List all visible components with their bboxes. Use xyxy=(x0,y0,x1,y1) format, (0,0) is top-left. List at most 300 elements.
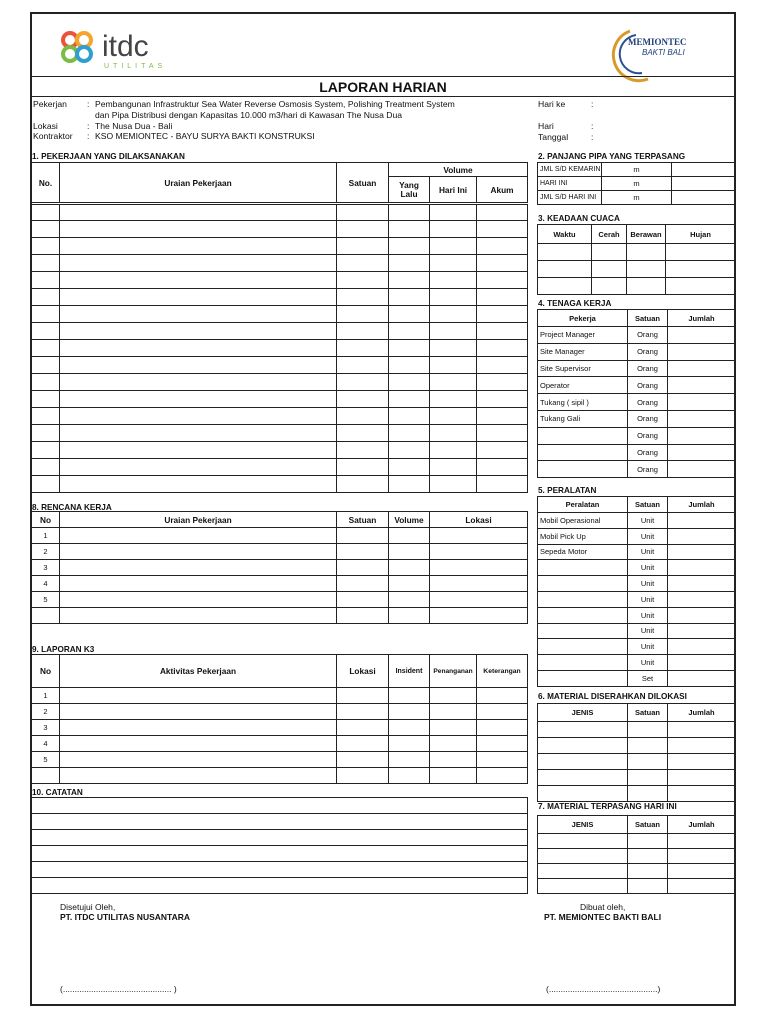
material-diserahkan-cell xyxy=(628,770,668,786)
peralatan-name xyxy=(538,655,628,671)
laporan-k3-cell xyxy=(430,736,477,752)
s7-col-satuan: Satuan xyxy=(628,816,668,834)
pekerjaan-cell xyxy=(430,476,477,493)
pekerjaan-cell xyxy=(337,442,389,459)
panjang-pipa-label: JML S/D HARI INI xyxy=(538,191,602,205)
panjang-pipa-row xyxy=(538,177,736,191)
peralatan-jumlah xyxy=(668,513,736,529)
s4-col-satuan: Satuan xyxy=(628,310,668,327)
catatan-table xyxy=(31,797,528,894)
tenaga-kerja-unit: Orang xyxy=(628,444,668,461)
s7-col-jenis: JENIS xyxy=(538,816,628,834)
material-diserahkan-cell xyxy=(628,738,668,754)
panjang-pipa-unit: m xyxy=(602,177,672,191)
s9-col-aktivitas: Aktivitas Pekerjaan xyxy=(60,655,337,688)
catatan-row xyxy=(32,830,528,846)
rencana-kerja-cell xyxy=(337,544,389,560)
section6-title: 6. MATERIAL DISERAHKAN DILOKASI xyxy=(538,692,687,701)
peralatan-unit: Unit xyxy=(628,544,668,560)
s8-col-volume: Volume xyxy=(389,512,430,528)
pekerjaan-cell xyxy=(32,221,60,238)
rencana-kerja-cell xyxy=(430,560,528,576)
pekerjaan-cell xyxy=(389,221,430,238)
material-diserahkan-cell xyxy=(628,754,668,770)
laporan-k3-no: 1 xyxy=(32,688,60,704)
pekerjaan-cell xyxy=(477,306,528,323)
pekerjaan-cell xyxy=(477,289,528,306)
laporan-k3-cell xyxy=(430,768,477,784)
rencana-kerja-cell xyxy=(389,528,430,544)
laporan-k3-cell xyxy=(477,736,528,752)
section8-title: 8. RENCANA KERJA xyxy=(32,503,112,512)
pekerjaan-cell xyxy=(477,323,528,340)
cuaca-cell xyxy=(592,261,627,278)
pekerjaan-row xyxy=(32,357,528,374)
material-terpasang-cell xyxy=(668,834,736,849)
tenaga-kerja-jumlah xyxy=(668,327,736,344)
laporan-k3-cell xyxy=(477,752,528,768)
tenaga-kerja-row xyxy=(538,427,736,444)
material-diserahkan-cell xyxy=(538,786,628,802)
rencana-kerja-table xyxy=(31,511,528,624)
tenaga-kerja-name xyxy=(538,444,628,461)
s1-col-yang-lalu: Yang Lalu xyxy=(389,177,430,204)
pekerjaan-cell xyxy=(430,221,477,238)
pekerjaan-cell xyxy=(477,204,528,221)
laporan-k3-cell xyxy=(60,720,337,736)
material-terpasang-cell xyxy=(538,879,628,894)
pekerjaan-cell xyxy=(430,323,477,340)
rencana-kerja-cell xyxy=(60,528,337,544)
itdc-logo xyxy=(58,28,188,74)
pekerjaan-cell xyxy=(32,255,60,272)
pekerjaan-cell xyxy=(60,425,337,442)
panjang-pipa-value xyxy=(672,191,736,205)
catatan-cell xyxy=(32,830,528,846)
laporan-k3-cell xyxy=(389,736,430,752)
peralatan-jumlah xyxy=(668,670,736,686)
rencana-kerja-cell xyxy=(60,592,337,608)
catatan-row xyxy=(32,814,528,830)
peralatan-name xyxy=(538,591,628,607)
material-diserahkan-cell xyxy=(538,738,628,754)
peralatan-unit: Unit xyxy=(628,623,668,639)
pekerjaan-cell xyxy=(477,374,528,391)
peralatan-jumlah xyxy=(668,591,736,607)
pekerjaan-cell xyxy=(337,391,389,408)
pekerjaan-cell xyxy=(477,357,528,374)
material-terpasang-cell xyxy=(538,834,628,849)
pekerjaan-row xyxy=(32,238,528,255)
pekerjaan-label: Pekerjan xyxy=(33,99,67,109)
s1-col-hari-ini: Hari Ini xyxy=(430,177,477,204)
laporan-k3-row xyxy=(32,752,528,768)
s4-col-pekerja: Pekerja xyxy=(538,310,628,327)
pekerjaan-row xyxy=(32,204,528,221)
laporan-k3-cell xyxy=(430,752,477,768)
pekerjaan-cell xyxy=(60,323,337,340)
material-diserahkan-table xyxy=(537,703,736,802)
peralatan-row xyxy=(538,513,736,529)
tenaga-kerja-jumlah xyxy=(668,360,736,377)
s3-col-waktu: Waktu xyxy=(538,225,592,244)
keadaan-cuaca-table xyxy=(537,224,736,295)
pekerjaan-cell xyxy=(32,306,60,323)
kontraktor-colon: : xyxy=(87,131,90,141)
rencana-kerja-cell xyxy=(60,576,337,592)
pekerjaan-cell xyxy=(337,238,389,255)
catatan-cell xyxy=(32,798,528,814)
tenaga-kerja-row xyxy=(538,461,736,478)
rencana-kerja-cell xyxy=(337,560,389,576)
pekerjaan-cell xyxy=(477,425,528,442)
pekerjaan-cell xyxy=(32,476,60,493)
pekerjaan-cell xyxy=(430,289,477,306)
material-diserahkan-cell xyxy=(668,738,736,754)
laporan-k3-no: 5 xyxy=(32,752,60,768)
pekerjaan-cell xyxy=(60,374,337,391)
cuaca-row xyxy=(538,278,736,295)
peralatan-unit: Unit xyxy=(628,576,668,592)
pekerjaan-cell xyxy=(389,340,430,357)
kontraktor-label: Kontraktor xyxy=(33,131,73,141)
pekerjaan-cell xyxy=(430,340,477,357)
s9-col-penanganan: Penanganan xyxy=(430,655,477,688)
s8-col-uraian: Uraian Pekerjaan xyxy=(60,512,337,528)
catatan-row xyxy=(32,878,528,894)
pekerjaan-cell xyxy=(32,238,60,255)
s9-col-insident: Insident xyxy=(389,655,430,688)
pekerjaan-cell xyxy=(337,476,389,493)
hari-ke-label: Hari ke xyxy=(538,99,566,109)
cuaca-cell xyxy=(666,261,736,278)
pekerjaan-cell xyxy=(430,255,477,272)
material-terpasang-cell xyxy=(668,879,736,894)
rencana-kerja-row xyxy=(32,576,528,592)
panjang-pipa-unit: m xyxy=(602,163,672,177)
peralatan-unit: Unit xyxy=(628,591,668,607)
laporan-k3-row xyxy=(32,736,528,752)
pekerjaan-cell xyxy=(337,374,389,391)
pekerjaan-cell xyxy=(430,425,477,442)
pekerjaan-cell xyxy=(389,391,430,408)
laporan-k3-no xyxy=(32,768,60,784)
pekerjaan-cell xyxy=(389,357,430,374)
pekerjaan-row xyxy=(32,306,528,323)
tenaga-kerja-table xyxy=(537,309,736,478)
peralatan-jumlah xyxy=(668,544,736,560)
pekerjaan-cell xyxy=(430,306,477,323)
s4-col-jumlah: Jumlah xyxy=(668,310,736,327)
material-diserahkan-cell xyxy=(538,770,628,786)
material-terpasang-cell xyxy=(628,864,668,879)
pekerjaan-cell xyxy=(337,459,389,476)
laporan-k3-row xyxy=(32,720,528,736)
pekerjaan-cell xyxy=(32,323,60,340)
lokasi-label: Lokasi xyxy=(33,121,58,131)
tenaga-kerja-name xyxy=(538,461,628,478)
pekerjaan-cell xyxy=(32,442,60,459)
peralatan-jumlah xyxy=(668,655,736,671)
peralatan-row xyxy=(538,560,736,576)
material-terpasang-cell xyxy=(628,834,668,849)
laporan-k3-cell xyxy=(337,688,389,704)
pekerjaan-colon: : xyxy=(87,99,90,109)
s1-col-akum: Akum xyxy=(477,177,528,204)
peralatan-unit: Unit xyxy=(628,607,668,623)
cuaca-cell xyxy=(666,244,736,261)
pekerjaan-cell xyxy=(60,255,337,272)
pekerjaan-cell xyxy=(60,357,337,374)
laporan-k3-cell xyxy=(477,688,528,704)
s3-col-berawan: Berawan xyxy=(627,225,666,244)
pekerjaan-cell xyxy=(477,459,528,476)
laporan-k3-cell xyxy=(60,704,337,720)
laporan-k3-cell xyxy=(60,752,337,768)
s8-col-lokasi: Lokasi xyxy=(430,512,528,528)
itdc-logo-name: itdc xyxy=(102,30,149,63)
catatan-row xyxy=(32,862,528,878)
pekerjaan-cell xyxy=(389,425,430,442)
pekerjaan-cell xyxy=(60,306,337,323)
pekerjaan-cell xyxy=(60,221,337,238)
laporan-k3-cell xyxy=(389,688,430,704)
laporan-k3-cell xyxy=(430,720,477,736)
tanggal-colon: : xyxy=(591,132,594,142)
section7-title: 7. MATERIAL TERPASANG HARI INI xyxy=(538,802,677,811)
catatan-row xyxy=(32,846,528,862)
tenaga-kerja-name: Operator xyxy=(538,377,628,394)
peralatan-name xyxy=(538,639,628,655)
rencana-kerja-no: 4 xyxy=(32,576,60,592)
itdc-logo-mark xyxy=(58,28,188,74)
s6-col-jenis: JENIS xyxy=(538,704,628,722)
peralatan-unit: Unit xyxy=(628,513,668,529)
peralatan-unit: Unit xyxy=(628,528,668,544)
tenaga-kerja-jumlah xyxy=(668,444,736,461)
section10-title: 10. CATATAN xyxy=(32,788,83,797)
rencana-kerja-no: 5 xyxy=(32,592,60,608)
rencana-kerja-cell xyxy=(430,528,528,544)
pekerjaan-cell xyxy=(337,425,389,442)
memiontec-logo-line2: BAKTI BALI xyxy=(642,48,685,57)
made-by-org: PT. MEMIONTEC BAKTI BALI xyxy=(544,912,662,922)
pekerjaan-cell xyxy=(430,238,477,255)
pekerjaan-row xyxy=(32,425,528,442)
tenaga-kerja-row xyxy=(538,360,736,377)
cuaca-cell xyxy=(538,261,592,278)
cuaca-cell xyxy=(592,244,627,261)
tenaga-kerja-unit: Orang xyxy=(628,327,668,344)
tenaga-kerja-unit: Orang xyxy=(628,410,668,427)
s5-col-peralatan: Peralatan xyxy=(538,497,628,513)
peralatan-row xyxy=(538,655,736,671)
tenaga-kerja-row xyxy=(538,377,736,394)
pekerjaan-cell xyxy=(389,476,430,493)
pekerjaan-cell xyxy=(32,204,60,221)
s3-col-hujan: Hujan xyxy=(666,225,736,244)
pekerjaan-cell xyxy=(430,391,477,408)
peralatan-row xyxy=(538,576,736,592)
pekerjaan-cell xyxy=(337,289,389,306)
pekerjaan-cell xyxy=(60,204,337,221)
pekerjaan-cell xyxy=(32,425,60,442)
pekerjaan-row xyxy=(32,476,528,493)
cuaca-row xyxy=(538,261,736,278)
cuaca-cell xyxy=(666,278,736,295)
pekerjaan-cell xyxy=(32,289,60,306)
page-title: LAPORAN HARIAN xyxy=(319,79,447,95)
material-diserahkan-cell xyxy=(668,754,736,770)
laporan-k3-cell xyxy=(60,768,337,784)
pekerjaan-row xyxy=(32,442,528,459)
rencana-kerja-cell xyxy=(430,544,528,560)
pekerjaan-cell xyxy=(60,238,337,255)
s5-col-satuan: Satuan xyxy=(628,497,668,513)
tenaga-kerja-jumlah xyxy=(668,410,736,427)
pekerjaan-row xyxy=(32,374,528,391)
pekerjaan-cell xyxy=(389,442,430,459)
hari-label: Hari xyxy=(538,121,554,131)
peralatan-name xyxy=(538,560,628,576)
section3-title: 3. KEADAAN CUACA xyxy=(538,214,620,223)
laporan-k3-cell xyxy=(389,720,430,736)
pekerjaan-cell xyxy=(337,255,389,272)
laporan-k3-no: 3 xyxy=(32,720,60,736)
peralatan-unit: Set xyxy=(628,670,668,686)
tenaga-kerja-row xyxy=(538,394,736,411)
pekerjaan-cell xyxy=(477,408,528,425)
pekerjaan-cell xyxy=(60,442,337,459)
laporan-k3-cell xyxy=(389,768,430,784)
laporan-k3-table xyxy=(31,654,528,784)
rencana-kerja-row xyxy=(32,608,528,624)
pekerjaan-row xyxy=(32,408,528,425)
peralatan-name xyxy=(538,607,628,623)
pekerjaan-cell xyxy=(430,408,477,425)
peralatan-row xyxy=(538,639,736,655)
pekerjaan-cell xyxy=(60,340,337,357)
material-diserahkan-row xyxy=(538,786,736,802)
tenaga-kerja-name: Tukang Gali xyxy=(538,410,628,427)
laporan-k3-cell xyxy=(337,768,389,784)
rencana-kerja-no xyxy=(32,608,60,624)
peralatan-row xyxy=(538,591,736,607)
pekerjaan-value-line2: dan Pipa Distribusi dengan Kapasitas 10.000 m3/hari di Kawasan The Nusa Dua xyxy=(95,110,403,120)
material-diserahkan-cell xyxy=(668,770,736,786)
peralatan-name xyxy=(538,576,628,592)
tenaga-kerja-jumlah xyxy=(668,343,736,360)
panjang-pipa-unit: m xyxy=(602,191,672,205)
approved-by-label: Disetujui Oleh, xyxy=(60,902,116,912)
laporan-k3-cell xyxy=(60,688,337,704)
peralatan-row xyxy=(538,623,736,639)
tenaga-kerja-row xyxy=(538,444,736,461)
tenaga-kerja-unit: Orang xyxy=(628,461,668,478)
s6-col-satuan: Satuan xyxy=(628,704,668,722)
laporan-k3-cell xyxy=(389,752,430,768)
pekerjaan-cell xyxy=(32,357,60,374)
material-terpasang-cell xyxy=(668,864,736,879)
peralatan-name: Mobil Pick Up xyxy=(538,528,628,544)
panjang-pipa-label: HARI INI xyxy=(538,177,602,191)
pekerjaan-cell xyxy=(430,204,477,221)
cuaca-cell xyxy=(627,261,666,278)
pekerjaan-cell xyxy=(389,459,430,476)
catatan-cell xyxy=(32,846,528,862)
made-by-label: Dibuat oleh, xyxy=(580,902,626,912)
pekerjaan-cell xyxy=(389,204,430,221)
peralatan-jumlah xyxy=(668,528,736,544)
pekerjaan-cell xyxy=(477,442,528,459)
tenaga-kerja-row xyxy=(538,343,736,360)
s8-col-no: No xyxy=(32,512,60,528)
s9-col-keterangan: Keterangan xyxy=(477,655,528,688)
material-terpasang-row xyxy=(538,834,736,849)
laporan-k3-cell xyxy=(430,704,477,720)
section9-title: 9. LAPORAN K3 xyxy=(32,645,95,654)
pekerjaan-cell xyxy=(60,272,337,289)
catatan-cell xyxy=(32,814,528,830)
peralatan-jumlah xyxy=(668,560,736,576)
lokasi-colon: : xyxy=(87,121,90,131)
pekerjaan-cell xyxy=(430,374,477,391)
material-diserahkan-cell xyxy=(628,786,668,802)
kontraktor-value: KSO MEMIONTEC - BAYU SURYA BAKTI KONSTRUKSI xyxy=(95,131,315,141)
tenaga-kerja-name: Project Manager xyxy=(538,327,628,344)
laporan-k3-row xyxy=(32,768,528,784)
cuaca-cell xyxy=(592,278,627,295)
rencana-kerja-no: 1 xyxy=(32,528,60,544)
rencana-kerja-cell xyxy=(337,592,389,608)
rencana-kerja-cell xyxy=(337,528,389,544)
pekerjaan-cell xyxy=(32,459,60,476)
laporan-k3-cell xyxy=(337,752,389,768)
s1-col-uraian: Uraian Pekerjaan xyxy=(60,163,337,204)
pekerjaan-row xyxy=(32,289,528,306)
catatan-row xyxy=(32,798,528,814)
laporan-k3-cell xyxy=(337,720,389,736)
laporan-k3-row xyxy=(32,688,528,704)
material-diserahkan-row xyxy=(538,722,736,738)
material-diserahkan-cell xyxy=(668,722,736,738)
cuaca-cell xyxy=(627,278,666,295)
material-diserahkan-row xyxy=(538,754,736,770)
rencana-kerja-no: 3 xyxy=(32,560,60,576)
cuaca-row xyxy=(538,244,736,261)
pekerjaan-cell xyxy=(337,272,389,289)
pekerjaan-cell xyxy=(337,323,389,340)
lokasi-value: The Nusa Dua - Bali xyxy=(95,121,173,131)
rencana-kerja-cell xyxy=(389,608,430,624)
laporan-k3-cell xyxy=(337,704,389,720)
memiontec-logo-line1: MEMIONTEC xyxy=(628,37,687,47)
rencana-kerja-cell xyxy=(60,608,337,624)
cuaca-cell xyxy=(538,244,592,261)
rencana-kerja-row xyxy=(32,560,528,576)
pekerjaan-cell xyxy=(60,289,337,306)
pekerjaan-cell xyxy=(337,408,389,425)
peralatan-jumlah xyxy=(668,576,736,592)
s7-col-jumlah: Jumlah xyxy=(668,816,736,834)
peralatan-unit: Unit xyxy=(628,639,668,655)
tenaga-kerja-jumlah xyxy=(668,461,736,478)
laporan-k3-cell xyxy=(389,704,430,720)
material-terpasang-row xyxy=(538,864,736,879)
rencana-kerja-cell xyxy=(389,576,430,592)
tenaga-kerja-jumlah xyxy=(668,377,736,394)
catatan-cell xyxy=(32,878,528,894)
